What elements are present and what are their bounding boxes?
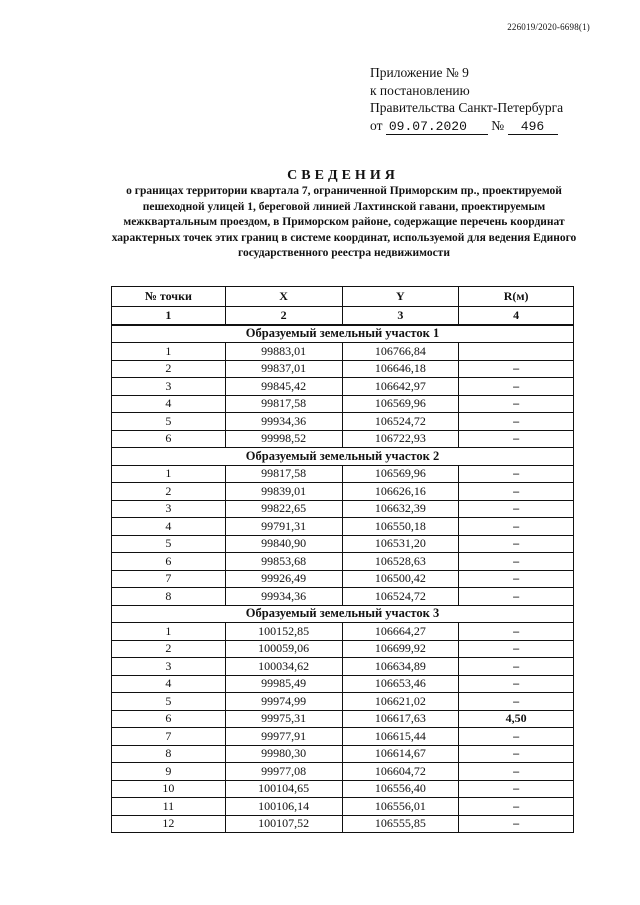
y-cell: 106642,97 bbox=[342, 378, 459, 396]
section-row bbox=[112, 448, 574, 466]
header-x: X bbox=[225, 287, 342, 307]
table-row bbox=[112, 535, 574, 553]
header-row bbox=[112, 287, 574, 307]
radius-cell: – bbox=[459, 798, 574, 816]
y-cell: 106500,42 bbox=[342, 570, 459, 588]
table-row bbox=[112, 378, 574, 396]
point-number-cell: 3 bbox=[112, 500, 226, 518]
point-number-cell: 7 bbox=[112, 570, 226, 588]
section-row bbox=[112, 325, 574, 343]
table-row bbox=[112, 710, 574, 728]
y-cell: 106766,84 bbox=[342, 343, 459, 361]
table-row bbox=[112, 763, 574, 781]
appendix-number: Приложение № 9 bbox=[370, 65, 469, 80]
point-number-cell: 4 bbox=[112, 675, 226, 693]
index-cell: 1 bbox=[112, 307, 226, 325]
x-cell: 99977,91 bbox=[225, 728, 342, 746]
y-cell: 106614,67 bbox=[342, 745, 459, 763]
radius-cell: 4,50 bbox=[459, 710, 574, 728]
index-cell: 3 bbox=[342, 307, 459, 325]
radius-cell bbox=[459, 343, 574, 361]
y-cell: 106524,72 bbox=[342, 588, 459, 606]
table-row bbox=[112, 570, 574, 588]
y-cell: 106646,18 bbox=[342, 360, 459, 378]
x-cell: 99883,01 bbox=[225, 343, 342, 361]
date-prefix: от bbox=[370, 117, 383, 133]
x-cell: 99840,90 bbox=[225, 535, 342, 553]
y-cell: 106531,20 bbox=[342, 535, 459, 553]
x-cell: 99853,68 bbox=[225, 553, 342, 571]
y-cell: 106528,63 bbox=[342, 553, 459, 571]
x-cell: 99998,52 bbox=[225, 430, 342, 448]
y-cell: 106550,18 bbox=[342, 518, 459, 536]
point-number-cell: 8 bbox=[112, 745, 226, 763]
point-number-cell: 2 bbox=[112, 483, 226, 501]
y-cell: 106617,63 bbox=[342, 710, 459, 728]
radius-cell: – bbox=[459, 780, 574, 798]
x-cell: 100106,14 bbox=[225, 798, 342, 816]
point-number-cell: 6 bbox=[112, 430, 226, 448]
x-cell: 100107,52 bbox=[225, 815, 342, 833]
radius-cell: – bbox=[459, 588, 574, 606]
point-number-cell: 6 bbox=[112, 553, 226, 571]
table-row bbox=[112, 553, 574, 571]
x-cell: 99822,65 bbox=[225, 500, 342, 518]
x-cell: 99926,49 bbox=[225, 570, 342, 588]
point-number-cell: 1 bbox=[112, 343, 226, 361]
page-subtitle: о границах территории квартала 7, ограниченной Приморским пр., проектируемой пешеходной улицей 1, береговой линией Лахтинской гавани, проектируемым межквартальным проездом, в Приморском районе, содержащие перечень координат характерных точек этих границ в системе координат, используемой для ведения Единого государственного реестра недвижимости bbox=[111, 185, 577, 259]
point-number-cell: 1 bbox=[112, 465, 226, 483]
table-row bbox=[112, 430, 574, 448]
point-number-cell: 5 bbox=[112, 413, 226, 431]
header-point: № точки bbox=[112, 287, 226, 307]
point-number-cell: 8 bbox=[112, 588, 226, 606]
y-cell: 106604,72 bbox=[342, 763, 459, 781]
radius-cell: – bbox=[459, 623, 574, 641]
radius-cell: – bbox=[459, 430, 574, 448]
y-cell: 106524,72 bbox=[342, 413, 459, 431]
point-number-cell: 6 bbox=[112, 710, 226, 728]
index-row bbox=[112, 307, 574, 325]
table-row bbox=[112, 588, 574, 606]
section-title: Образуемый земельный участок 2 bbox=[112, 448, 574, 466]
index-cell: 2 bbox=[225, 307, 342, 325]
y-cell: 106569,96 bbox=[342, 465, 459, 483]
y-cell: 106569,96 bbox=[342, 395, 459, 413]
point-number-cell: 3 bbox=[112, 658, 226, 676]
point-number-cell: 4 bbox=[112, 518, 226, 536]
y-cell: 106556,40 bbox=[342, 780, 459, 798]
radius-cell: – bbox=[459, 693, 574, 711]
x-cell: 99980,30 bbox=[225, 745, 342, 763]
x-cell: 99934,36 bbox=[225, 588, 342, 606]
radius-cell: – bbox=[459, 728, 574, 746]
section-row bbox=[112, 605, 574, 623]
resolution-date: 09.07.2020 bbox=[386, 120, 488, 135]
table-row bbox=[112, 413, 574, 431]
point-number-cell: 10 bbox=[112, 780, 226, 798]
point-number-cell: 12 bbox=[112, 815, 226, 833]
section-title: Образуемый земельный участок 1 bbox=[112, 325, 574, 343]
resolution-number: 496 bbox=[508, 120, 558, 135]
table-row bbox=[112, 500, 574, 518]
y-cell: 106632,39 bbox=[342, 500, 459, 518]
y-cell: 106556,01 bbox=[342, 798, 459, 816]
x-cell: 100152,85 bbox=[225, 623, 342, 641]
number-prefix: № bbox=[491, 117, 505, 133]
point-number-cell: 9 bbox=[112, 763, 226, 781]
table-row bbox=[112, 360, 574, 378]
table-row bbox=[112, 465, 574, 483]
table-row bbox=[112, 728, 574, 746]
appendix-government: Правительства Санкт-Петербурга bbox=[370, 100, 564, 115]
index-cell: 4 bbox=[459, 307, 574, 325]
table-row bbox=[112, 798, 574, 816]
coordinates-table bbox=[111, 286, 574, 833]
table-row bbox=[112, 745, 574, 763]
x-cell: 99845,42 bbox=[225, 378, 342, 396]
y-cell: 106653,46 bbox=[342, 675, 459, 693]
table-row bbox=[112, 518, 574, 536]
x-cell: 100059,06 bbox=[225, 640, 342, 658]
table-row bbox=[112, 640, 574, 658]
y-cell: 106615,44 bbox=[342, 728, 459, 746]
y-cell: 106634,89 bbox=[342, 658, 459, 676]
appendix-date-line bbox=[370, 117, 563, 135]
x-cell: 100104,65 bbox=[225, 780, 342, 798]
table-row bbox=[112, 343, 574, 361]
x-cell: 99975,31 bbox=[225, 710, 342, 728]
x-cell: 99985,49 bbox=[225, 675, 342, 693]
radius-cell: – bbox=[459, 815, 574, 833]
x-cell: 99977,08 bbox=[225, 763, 342, 781]
y-cell: 106699,92 bbox=[342, 640, 459, 658]
radius-cell: – bbox=[459, 675, 574, 693]
x-cell: 99817,58 bbox=[225, 465, 342, 483]
table-row bbox=[112, 658, 574, 676]
y-cell: 106621,02 bbox=[342, 693, 459, 711]
table-row bbox=[112, 483, 574, 501]
point-number-cell: 1 bbox=[112, 623, 226, 641]
document-code: 226019/2020-6698(1) bbox=[507, 22, 590, 32]
point-number-cell: 11 bbox=[112, 798, 226, 816]
point-number-cell: 4 bbox=[112, 395, 226, 413]
table-row bbox=[112, 395, 574, 413]
header-y: Y bbox=[342, 287, 459, 307]
x-cell: 99837,01 bbox=[225, 360, 342, 378]
point-number-cell: 2 bbox=[112, 640, 226, 658]
point-number-cell: 5 bbox=[112, 693, 226, 711]
radius-cell: – bbox=[459, 640, 574, 658]
point-number-cell: 2 bbox=[112, 360, 226, 378]
page-title: СВЕДЕНИЯ bbox=[287, 168, 399, 183]
radius-cell: – bbox=[459, 763, 574, 781]
radius-cell: – bbox=[459, 378, 574, 396]
radius-cell: – bbox=[459, 518, 574, 536]
radius-cell: – bbox=[459, 658, 574, 676]
radius-cell: – bbox=[459, 570, 574, 588]
x-cell: 99839,01 bbox=[225, 483, 342, 501]
table-row bbox=[112, 780, 574, 798]
section-title: Образуемый земельный участок 3 bbox=[112, 605, 574, 623]
radius-cell: – bbox=[459, 500, 574, 518]
table-row bbox=[112, 623, 574, 641]
y-cell: 106626,16 bbox=[342, 483, 459, 501]
appendix-block bbox=[370, 64, 563, 135]
radius-cell: – bbox=[459, 483, 574, 501]
radius-cell: – bbox=[459, 745, 574, 763]
radius-cell: – bbox=[459, 553, 574, 571]
radius-cell: – bbox=[459, 395, 574, 413]
x-cell: 99934,36 bbox=[225, 413, 342, 431]
radius-cell: – bbox=[459, 465, 574, 483]
radius-cell: – bbox=[459, 535, 574, 553]
y-cell: 106722,93 bbox=[342, 430, 459, 448]
header-radius: R(м) bbox=[459, 287, 574, 307]
y-cell: 106555,85 bbox=[342, 815, 459, 833]
point-number-cell: 7 bbox=[112, 728, 226, 746]
table-row bbox=[112, 815, 574, 833]
y-cell: 106664,27 bbox=[342, 623, 459, 641]
table-row bbox=[112, 693, 574, 711]
table-row bbox=[112, 675, 574, 693]
x-cell: 99817,58 bbox=[225, 395, 342, 413]
radius-cell: – bbox=[459, 360, 574, 378]
point-number-cell: 5 bbox=[112, 535, 226, 553]
x-cell: 100034,62 bbox=[225, 658, 342, 676]
point-number-cell: 3 bbox=[112, 378, 226, 396]
x-cell: 99974,99 bbox=[225, 693, 342, 711]
x-cell: 99791,31 bbox=[225, 518, 342, 536]
table-body bbox=[112, 307, 574, 833]
radius-cell: – bbox=[459, 413, 574, 431]
appendix-resolution: к постановлению bbox=[370, 82, 470, 98]
